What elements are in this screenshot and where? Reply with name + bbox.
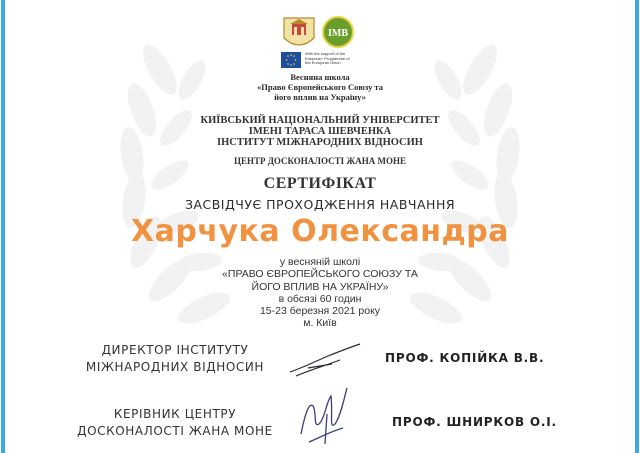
signatory-1-title-line-1: ДИРЕКТОР ІНСТИТУТУ [101,343,249,357]
university-line-2: ІМЕНІ ТАРАСА ШЕВЧЕНКА [248,126,392,137]
details-line-6: м. Київ [303,317,337,330]
details-line-3: ЙОГО ВПЛИВ НА УКРАЇНУ» [251,280,389,293]
certificate-subtitle: ЗАСВІДЧУЄ ПРОХОДЖЕННЯ НАВЧАННЯ [184,197,456,212]
university-line-3: ІНСТИТУТ МІЖНАРОДНИХ ВІДНОСИН [217,137,423,148]
school-line-1: Весняна школа [290,72,350,82]
signature-1 [288,340,364,380]
spring-school-title [230,72,410,102]
signatory-1-title [60,342,290,376]
university-line-1: КИЇВСЬКИЙ НАЦІОНАЛЬНИЙ УНІВЕРСИТЕТ [200,115,440,126]
logos-row [280,14,360,54]
details-line-5: 15-23 березня 2021 року [259,305,381,318]
imb-badge-text: IMB [328,28,348,39]
signatory-1-name: ПРОФ. КОПІЙКА В.В. [385,351,545,365]
university-crest-icon [284,18,314,45]
university-name [160,115,480,148]
details-line-1: у весняній школі [279,256,361,268]
school-line-2: «Право Європейського Союзу та [257,82,383,92]
imb-badge [323,17,353,47]
eu-support-text: With the support of the Erasmus+ Programme of the European Union [305,51,350,65]
certificate-title: СЕРТИФІКАТ [263,175,377,192]
signature-2 [295,384,355,450]
signatory-2-title [55,406,295,440]
eu-flag-icon [281,52,301,68]
signatory-2-title-line-1: КЕРІВНИК ЦЕНТРУ [113,407,237,421]
signatory-1-title-line-2: МІЖНАРОДНИХ ВІДНОСИН [85,360,265,374]
jean-monnet-center: ЦЕНТР ДОСКОНАЛОСТІ ЖАНА МОНЕ [233,156,407,166]
recipient-name: Харчука Олександра [131,214,509,249]
eu-support-logo [281,52,353,70]
course-details [170,256,470,330]
details-line-4: в обсязі 60 годин [278,292,362,305]
signatory-2-name: ПРОФ. ШНИРКОВ О.І. [392,415,557,429]
details-line-2: «ПРАВО ЄВРОПЕЙСЬКОГО СОЮЗУ ТА [222,268,418,281]
school-line-3: його вплив на Україну» [274,92,366,102]
left-border [1,0,5,453]
signatory-2-title-line-2: ДОСКОНАЛОСТІ ЖАНА МОНЕ [77,424,273,438]
right-border [635,0,639,453]
